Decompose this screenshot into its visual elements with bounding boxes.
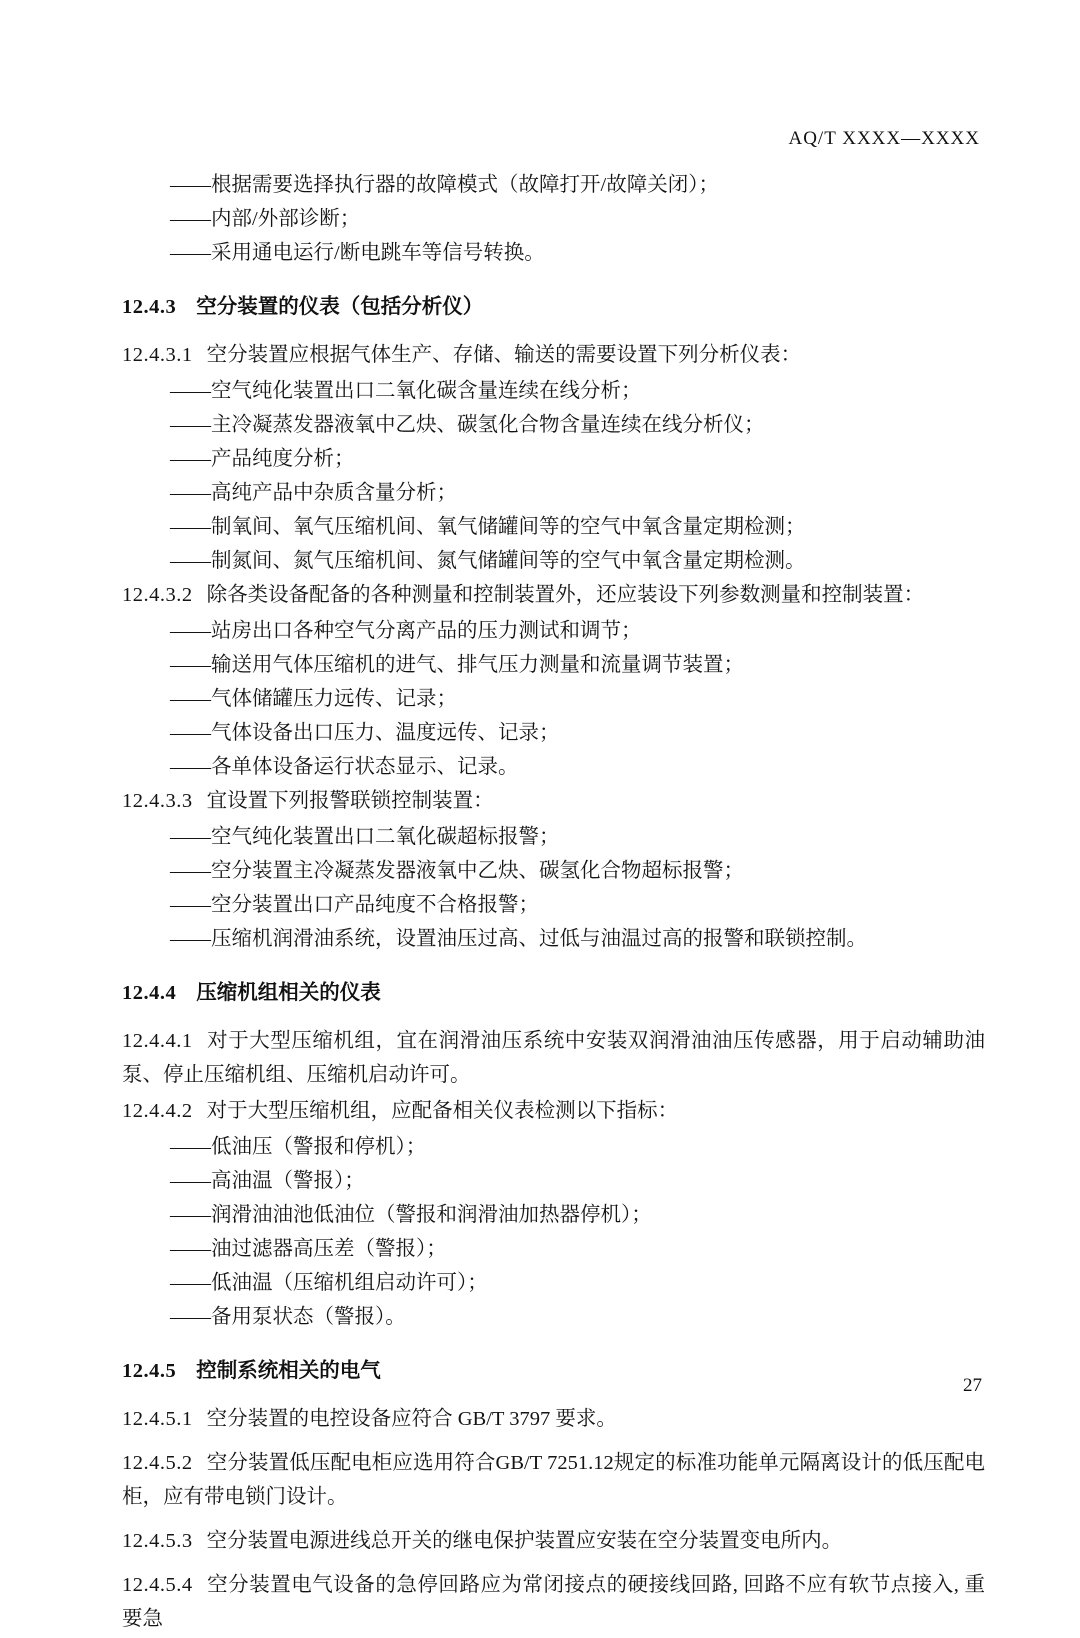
section-heading <box>122 290 985 324</box>
page-number: 27 <box>963 1375 982 1396</box>
list-item: ——制氧间、氧气压缩机间、氧气储罐间等的空气中氧含量定期检测； <box>170 516 806 538</box>
clause-text: 空分装置电气设备的急停回路应为常闭接点的硬接线回路, 回路不应有软节点接入, 重要急 <box>122 1574 985 1630</box>
list-item: ——润滑油油池低油位（警报和润滑油加热器停机）； <box>170 1204 652 1226</box>
list-item: ——根据需要选择执行器的故障模式（故障打开/故障关闭）； <box>170 174 719 196</box>
section-title: 压缩机组相关的仪表 <box>196 982 381 1004</box>
clause-text: 空分装置的电控设备应符合 GB/T 3797 要求。 <box>206 1408 617 1430</box>
clause-number: 12.4.4.1 <box>122 1030 193 1052</box>
clause-paragraph <box>122 1094 985 1128</box>
list-item: ——产品纯度分析； <box>170 448 355 470</box>
list-item: ——备用泵状态（警报）。 <box>170 1306 406 1328</box>
list-item: ——制氮间、氮气压缩机间、氮气储罐间等的空气中氧含量定期检测。 <box>170 550 806 572</box>
list-item: ——油过滤器高压差（警报）； <box>170 1238 447 1260</box>
clause-number: 12.4.3.2 <box>122 584 193 606</box>
document-body <box>122 168 985 1638</box>
clause-paragraph <box>122 1568 985 1636</box>
clause-text: 除各类设备配备的各种测量和控制装置外，还应装设下列参数测量和控制装置： <box>206 584 925 606</box>
clause-number: 12.4.3.1 <box>122 344 193 366</box>
clause-paragraph <box>122 578 985 612</box>
clause-paragraph <box>122 784 985 818</box>
section-number: 12.4.5 <box>122 1360 177 1382</box>
clause-paragraph <box>122 338 985 372</box>
clause-paragraph <box>122 1446 985 1514</box>
clause-text: 对于大型压缩机组，宜在润滑油压系统中安装双润滑油油压传感器，用于启动辅助油泵、停止压缩机组、压缩机启动许可。 <box>122 1030 985 1086</box>
clause-number: 12.4.5.1 <box>122 1408 193 1430</box>
clause-number: 12.4.3.3 <box>122 790 193 812</box>
list-item: ——高纯产品中杂质含量分析； <box>170 482 457 504</box>
clause-number: 12.4.5.3 <box>122 1530 193 1552</box>
clause-number: 12.4.5.4 <box>122 1574 193 1596</box>
list-item: ——内部/外部诊断； <box>170 208 361 230</box>
clause-text: 空分装置电源进线总开关的继电保护装置应安装在空分装置变电所内。 <box>206 1530 843 1552</box>
list-item: ——气体储罐压力远传、记录； <box>170 688 457 710</box>
list-item: ——低油温（压缩机组启动许可）； <box>170 1272 488 1294</box>
list-item: ——空气纯化装置出口二氧化碳超标报警； <box>170 826 560 848</box>
page-header-standard-code: AQ/T XXXX—XXXX <box>788 128 980 149</box>
clause-paragraph <box>122 1402 985 1436</box>
list-item: ——空分装置出口产品纯度不合格报警； <box>170 894 539 916</box>
section-number: 12.4.4 <box>122 982 177 1004</box>
clause-paragraph <box>122 1024 985 1092</box>
clause-text: 对于大型压缩机组，应配备相关仪表检测以下指标： <box>206 1100 679 1122</box>
list-item: ——主冷凝蒸发器液氧中乙炔、碳氢化合物含量连续在线分析仪； <box>170 414 765 436</box>
clause-text: 空分装置低压配电柜应选用符合GB/T 7251.12规定的标准功能单元隔离设计的低压配电柜，应有带电锁门设计。 <box>122 1452 985 1508</box>
list-item: ——低油压（警报和停机）； <box>170 1136 427 1158</box>
list-item: ——站房出口各种空气分离产品的压力测试和调节； <box>170 620 642 642</box>
list-item: ——高油温（警报）； <box>170 1170 365 1192</box>
list-item: ——空气纯化装置出口二氧化碳含量连续在线分析； <box>170 380 642 402</box>
section-heading <box>122 1354 985 1388</box>
list-item: ——气体设备出口压力、温度远传、记录； <box>170 722 560 744</box>
section-number: 12.4.3 <box>122 296 177 318</box>
section-title: 控制系统相关的电气 <box>196 1360 381 1382</box>
list-item: ——采用通电运行/断电跳车等信号转换。 <box>170 242 545 264</box>
clause-text: 宜设置下列报警联锁控制装置： <box>206 790 494 812</box>
list-item: ——各单体设备运行状态显示、记录。 <box>170 756 519 778</box>
clause-paragraph <box>122 1524 985 1558</box>
section-title: 空分装置的仪表（包括分析仪） <box>196 296 484 318</box>
list-item: ——压缩机润滑油系统，设置油压过高、过低与油温过高的报警和联锁控制。 <box>170 928 867 950</box>
list-item: ——空分装置主冷凝蒸发器液氧中乙炔、碳氢化合物超标报警； <box>170 860 744 882</box>
clause-number: 12.4.4.2 <box>122 1100 193 1122</box>
clause-number: 12.4.5.2 <box>122 1452 193 1474</box>
clause-text: 空分装置应根据气体生产、存储、输送的需要设置下列分析仪表： <box>206 344 802 366</box>
section-heading <box>122 976 985 1010</box>
list-item: ——输送用气体压缩机的进气、排气压力测量和流量调节装置； <box>170 654 744 676</box>
